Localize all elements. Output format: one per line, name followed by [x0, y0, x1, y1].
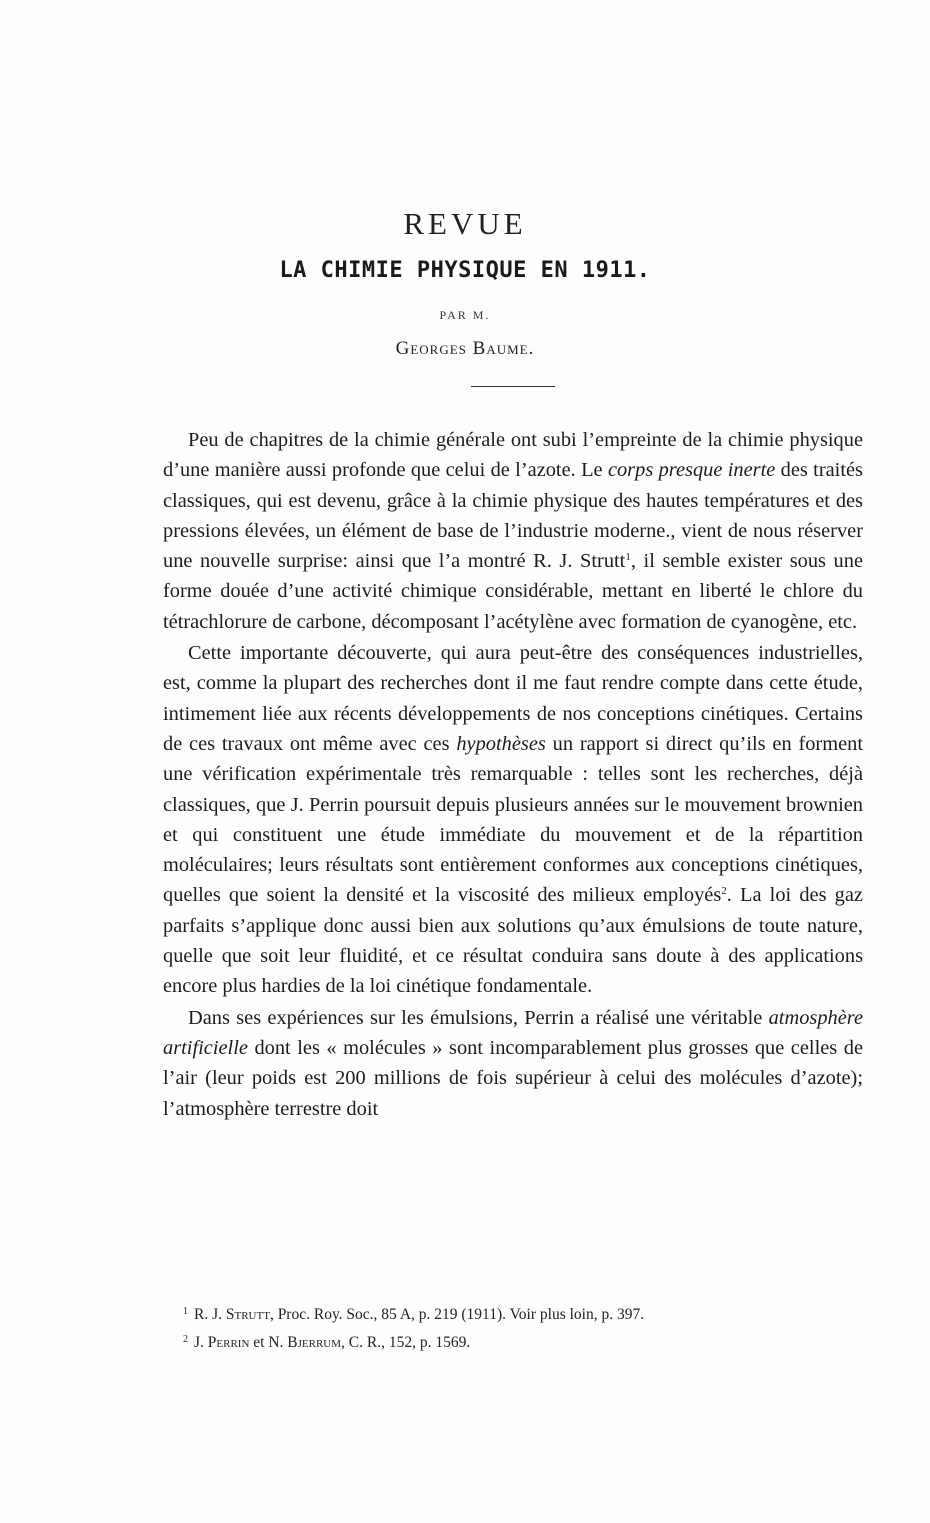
footnote-ref-1[interactable]: 1	[625, 551, 631, 564]
footnote-author: R. J. Strutt	[194, 1306, 270, 1323]
p1-italic: corps presque inerte	[607, 459, 776, 482]
p2-text-c: . La loi des gaz parfaits s’applique donc aussi bien aux solutions qu’aux émulsions de toute nature, quelle que soit leur fluidité, et ce résultat conduira sans doute à des applications encore plus hardies de la loi cinétique fondamentale.	[163, 884, 863, 998]
p1-text-a: Peu de chapitres de la chimie générale ont subi l’empreinte de la chimie physique d’une manière aussi profonde que celui de l’azote. Le	[163, 429, 863, 482]
paragraph-2	[163, 638, 863, 1002]
p2-italic: hypothèses	[456, 732, 546, 755]
footnote-number: 2	[183, 1334, 188, 1345]
article-title: LA CHIMIE PHYSIQUE EN 1911.	[279, 258, 651, 283]
footnote-text: , Proc. Roy. Soc., 85 A, p. 219 (1911). Voir plus loin, p. 397.	[269, 1306, 645, 1323]
footnote-text: , C. R., 152, p. 1569.	[341, 1334, 471, 1351]
footnote-text: et	[249, 1334, 269, 1351]
footnote-ref-2[interactable]: 2	[721, 885, 727, 898]
article-body	[163, 425, 863, 1124]
paragraph-1	[163, 425, 863, 637]
p1-text-b: des traités classiques, qui est devenu, grâce à la chimie physique des hautes températures et des pressions élevées, un élément de base de l’industrie moderne., vient de nous réserver une nouvelle surprise: ainsi que l’a montré R. J. Strutt	[163, 459, 863, 573]
p3-text-a: Dans ses expériences sur les émulsions, Perrin a réalisé une véritable	[188, 1006, 769, 1029]
paragraph-3	[163, 1003, 863, 1124]
byline: PAR M.	[439, 308, 491, 322]
p3-text-b: dont les « molécules » sont incomparablement plus grosses que celles de l’air (leur poids est 200 millions de fois supérieur à celui des molécules d’azote); l’atmosphère terrestre doit	[163, 1036, 863, 1120]
p3-italic: atmosphère artificielle	[163, 1006, 863, 1059]
footnote-author: N. Bjerrum	[268, 1334, 342, 1351]
p2-text-a: Cette importante découverte, qui aura peut-être des conséquences industrielles, est, comme la plupart des recherches dont il me faut rendre compte dans cette étude, intimement liée aux récents développements de nos conceptions cinétiques. Certains de ces travaux ont même avec ces	[163, 642, 863, 755]
p2-text-b: un rapport si direct qu’ils en forment une vérification expérimentale très remarquable : telles sont les recherches, déjà classiques, que J. Perrin poursuit depuis plusieurs années sur le mouvement brownien et qui constituent une étude immédiate du mouvement et de la répartition moléculaires; leurs résultats sont entièrement conformes aux conceptions cinétiques, quelles que soient la densité et la viscosité des milieux employés	[163, 732, 863, 907]
footnote-number: 1	[183, 1306, 188, 1317]
p1-text-c: , il semble exister sous une forme douée d’une activité chimique considérable, mettant en liberté le chlore du tétrachlorure de carbone, décomposant l’acétylène avec formation de cyanogène, etc.	[163, 550, 863, 633]
title-rule	[471, 386, 555, 387]
footnote-2	[183, 1327, 863, 1355]
section-title: REVUE	[403, 206, 527, 241]
footnote-author: J. Perrin	[194, 1334, 250, 1351]
footnote-1	[183, 1299, 863, 1327]
footnotes	[183, 1299, 863, 1355]
author-name: Georges Baume.	[395, 338, 535, 359]
